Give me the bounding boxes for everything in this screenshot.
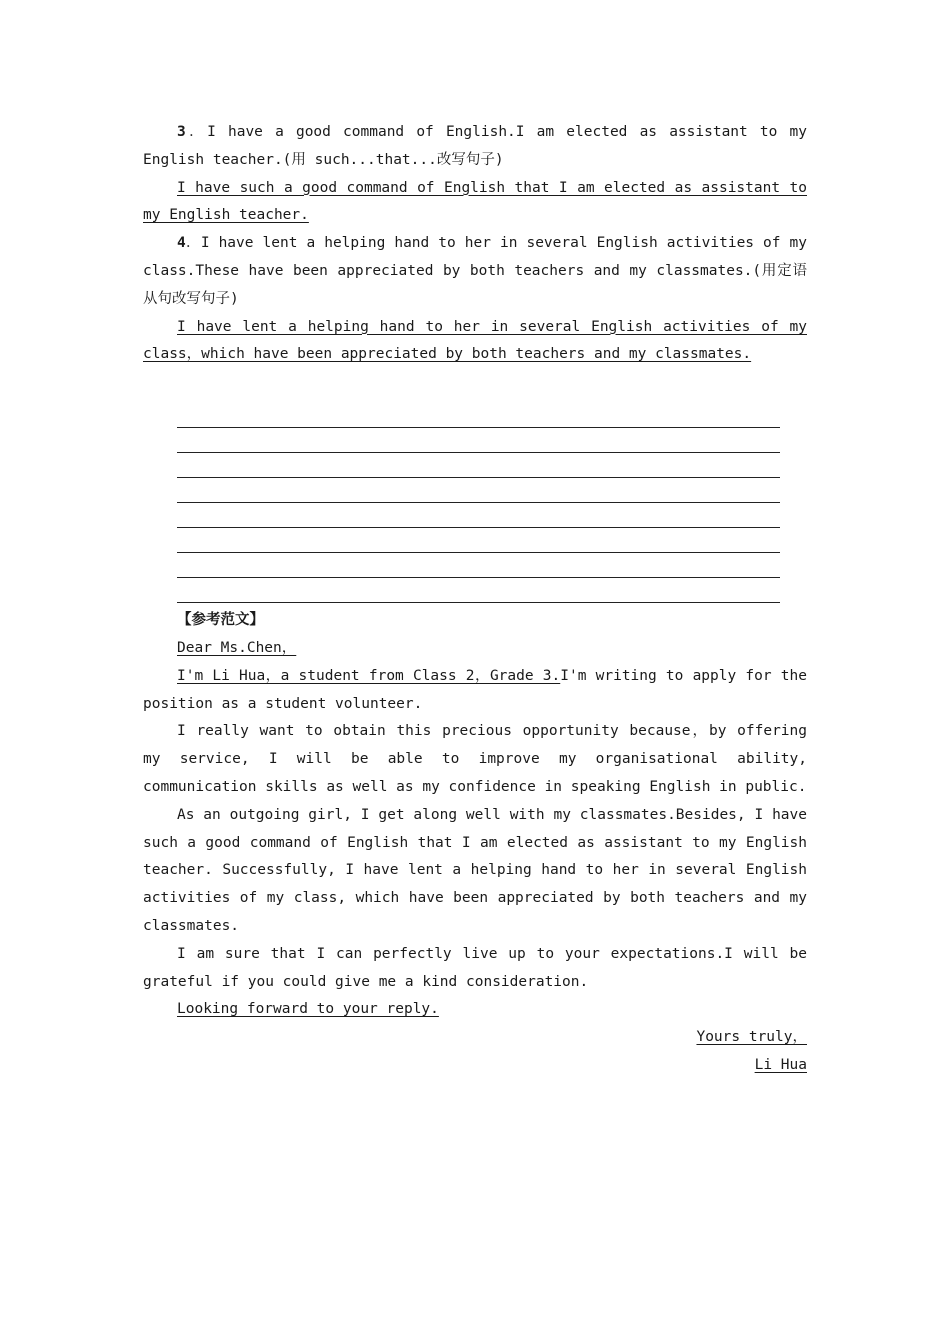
essay-paragraph-3: As an outgoing girl, I get along well with my classmates.Besides, I have such a good command of English that I am elected as assistant to my English teacher. Successfully, I have lent a helping hand to her in several English activities of my class, which have been appreciated by both teachers and my classmates.	[143, 806, 807, 934]
signoff-text: Yours truly，	[696, 1029, 807, 1046]
writing-line	[177, 453, 780, 478]
closing-line	[143, 996, 807, 1024]
writing-lines	[177, 403, 780, 603]
closing-line-text: Looking forward to your reply.	[177, 1001, 439, 1018]
question-4-answer	[143, 314, 807, 370]
essay-paragraph-2: I really want to obtain this precious opportunity because，by offering my service, I will be able to improve my organisational ability, communication skills as well as my confidence in speaking English in public.	[143, 723, 807, 795]
question-3	[143, 119, 807, 175]
question-4-text: ．I have lent a helping hand to her in several English activities of my class.These have been appreciated by both teachers and my classmates.(用定语从句改写句子)	[143, 235, 807, 307]
signoff	[143, 1024, 807, 1052]
question-4-answer-text: I have lent a helping hand to her in several English activities of my class，which have been appreciated by both teachers and my classmates.	[143, 318, 807, 363]
essay-paragraph-4: I am sure that I can perfectly live up to your expectations.I will be grateful if you could give me a kind consideration.	[143, 945, 807, 990]
writing-line	[177, 428, 780, 453]
question-3-text: ．I have a good command of English.I am elected as assistant to my English teacher.(用 such...that...改写句子)	[143, 124, 807, 168]
essay-paragraph-1-intro: I'm Li Hua，a student from Class 2，Grade 3.	[177, 667, 561, 684]
sample-essay-header: 【参考范文】	[177, 612, 264, 629]
question-3-answer	[143, 175, 807, 231]
essay-paragraph-1-rest: I'm writing to apply for the position as a student volunteer.	[143, 667, 807, 712]
signature	[143, 1052, 807, 1080]
essay-paragraph-1	[143, 663, 807, 719]
writing-line	[177, 503, 780, 528]
question-4-number: 4	[177, 235, 186, 252]
question-3-answer-text: I have such a good command of English that I am elected as assistant to my English teacher.	[143, 179, 807, 224]
salutation	[143, 635, 807, 663]
writing-line	[177, 528, 780, 553]
writing-line	[177, 553, 780, 578]
signature-text: Li Hua	[754, 1056, 807, 1073]
writing-line	[177, 578, 780, 603]
writing-line	[177, 478, 780, 503]
question-4	[143, 230, 807, 313]
document-body	[143, 119, 807, 1080]
question-3-number: 3	[177, 124, 186, 140]
salutation-text: Dear Ms.Chen，	[177, 639, 297, 656]
writing-line	[177, 403, 780, 428]
